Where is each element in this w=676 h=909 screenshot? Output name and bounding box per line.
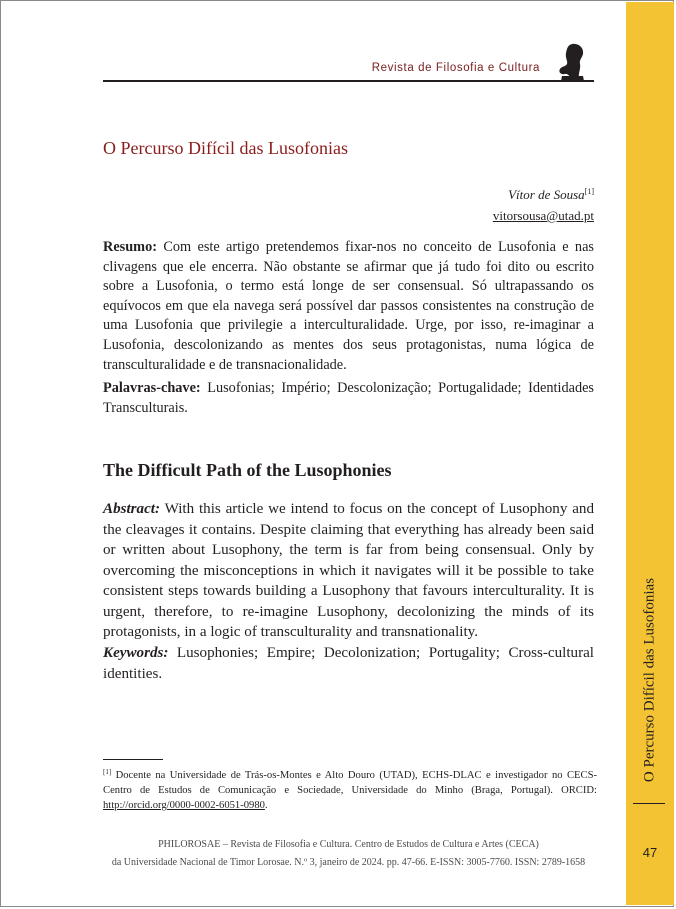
footnote-mark: [1] (103, 768, 112, 776)
header-rule (103, 80, 594, 82)
author-name: Vítor de Sousa[1] (508, 187, 594, 202)
palavras-chave-label: Palavras-chave: (103, 380, 201, 396)
sidebar-rule (633, 803, 665, 804)
keywords-label: Keywords: (103, 645, 169, 661)
footnote-text: Docente na Universidade de Trás-os-Montes e Alto Douro (UTAD), ECHS-DLAC e investigador no CECS-Centro de Estudos de Comunicação e Sociedade, Universidade do Minho (Braga, Portugal). ORCID: (103, 770, 597, 796)
resumo-text: Com este artigo pretendemos fixar-nos no conceito de Lusofonia e nas clivagens que ele encerra. Não obstante se afirmar que já tudo foi dito ou escrito sobre a Lusofonia, o termo está longe de ser consensual. Só ultrapassando os equívocos em que ela navega será possível dar passos consistentes na construção de uma Lusofonia que privilegie a interculturalidade. Urge, por isso, re-imaginar a Lusofonia, descolonizando as mentes dos seus protagonistas, numa lógica de transculturalidade e de transnacionalidade. (103, 239, 594, 373)
page-number: 47 (642, 845, 658, 860)
footer-line-2: da Universidade Nacional de Timor Lorosae. N.º 3, janeiro de 2024. pp. 47-66. E-ISSN: 3005-7760. ISSN: 2789-1658 (111, 857, 586, 868)
footnote-rule (103, 759, 163, 760)
palavras-chave-paragraph (103, 379, 594, 418)
page-footer (103, 836, 594, 872)
footnote: [1] Docente na Universidade de Trás-os-Montes e Alto Douro (UTAD), ECHS-DLAC e investigador no CECS-Centro de Estudos de Comunicação e Sociedade, Universidade do Minho (Braga, Portugal). ORCID: http://orcid.org/0000-0002-6051-0980. (103, 768, 597, 811)
abstract-paragraph (103, 499, 594, 643)
abstract-text: With this article we intend to focus on the concept of Lusophony and the cleavages it contains. Despite claiming that everything has already been said or written about Lusophony, the term is far from being consensual. Only by overcoming the misconceptions in which it navigates will it be possible to take consistent steps towards building a Lusophony that favours interculturality. It is urgent, therefore, to re-imagine Lusophony, decolonizing the minds of its protagonists, in a logic of transculturality and transnationality. (103, 501, 594, 640)
keywords-text: Lusophonies; Empire; Decolonization; Portugality; Cross-cultural identities. (103, 645, 594, 682)
author-email-link[interactable]: vitorsousa@utad.pt (492, 208, 594, 223)
sidebar-title: O Percurso Difícil das Lusofonias (641, 577, 658, 783)
resumo-paragraph (103, 238, 594, 375)
english-title: The Difficult Path of the Lusophonies (103, 460, 392, 480)
footer-line-1: PHILOROSAE – Revista de Filosofia e Cultura. Centro de Estudos de Cultura e Artes (CECA) (158, 839, 539, 850)
thinker-logo-icon (552, 42, 590, 82)
article-title: O Percurso Difícil das Lusofonias (103, 138, 348, 158)
palavras-chave-text: Lusofonias; Império; Descolonização; Portugalidade; Identidades Transculturais. (103, 380, 594, 416)
author-block (493, 181, 594, 226)
abstract-label: Abstract: (103, 501, 161, 517)
keywords-paragraph (103, 643, 594, 684)
journal-header: Revista de Filosofia e Cultura (371, 62, 540, 74)
orcid-link[interactable]: http://orcid.org/0000-0002-6051-0980 (103, 800, 265, 811)
resumo-label: Resumo: (103, 239, 158, 255)
author-note-mark[interactable]: [1] (584, 187, 594, 196)
